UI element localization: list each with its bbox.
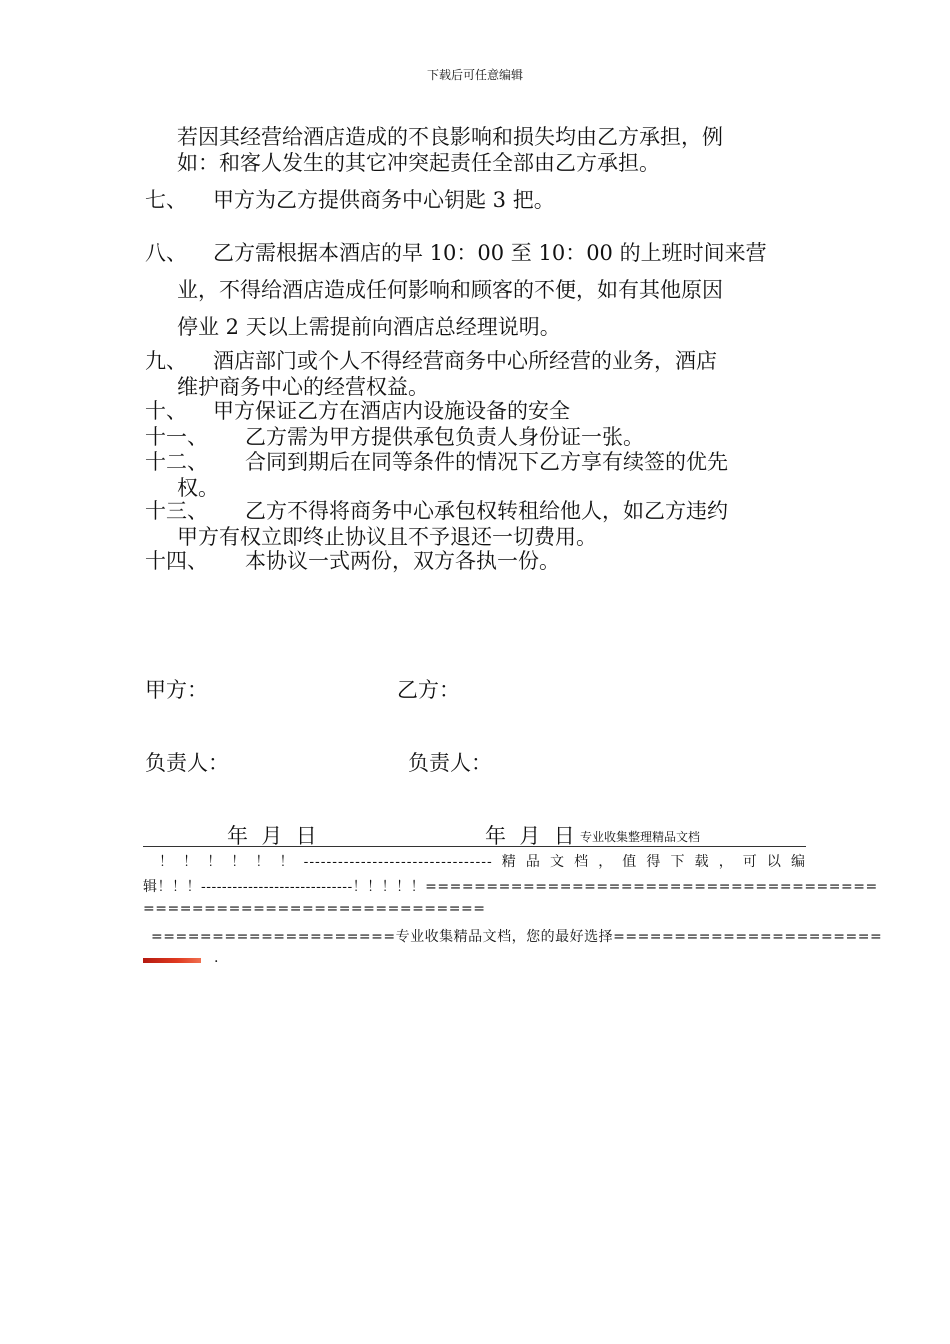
footer-line-4: ====================专业收集精品文档，您的最好选择======================	[151, 929, 883, 945]
clause-number: 十、	[145, 399, 187, 423]
clause-text: 甲方保证乙方在酒店内设施设备的安全	[213, 399, 570, 423]
clause-text: 甲方为乙方提供商务中心钥匙 3 把。	[213, 188, 555, 212]
clause-13: 十三、 乙方不得将商务中心承包权转租给他人，如乙方违约 甲方有权立即终止协议且不予退还一切费用。	[145, 499, 728, 549]
party-b-label: 乙方：	[397, 678, 460, 702]
clause-text: 合同到期后在同等条件的情况下乙方享有续签的优先	[245, 450, 728, 474]
clause-number: 十三、	[145, 499, 208, 523]
date-a: 年 月 日	[227, 824, 317, 848]
clause-number: 七、	[145, 188, 187, 212]
footer-line-2: 辑！！！-----------------------------！！！！！=====================================	[143, 879, 878, 895]
clause-text: 乙方需根据本酒店的早 10：00 至 10：00 的上班时间来营	[213, 241, 767, 265]
clause-text: 本协议一式两份，双方各执一份。	[245, 549, 560, 573]
clause-text: 乙方需为甲方提供承包负责人身份证一张。	[245, 425, 644, 449]
clause-text: 乙方不得将商务中心承包权转租给他人，如乙方违约	[245, 499, 728, 523]
party-a-label: 甲方：	[145, 678, 208, 702]
clause-11	[145, 424, 810, 450]
clause-number: 十一、	[145, 425, 208, 449]
clause-9: 九、 酒店部门或个人不得经营商务中心所经营的业务，酒店 维护商务中心的经营权益。	[145, 349, 717, 399]
clause-14	[145, 548, 810, 574]
clause-number: 十二、	[145, 450, 208, 474]
clause-text: 酒店部门或个人不得经营商务中心所经营的业务，酒店	[213, 349, 717, 373]
clause-number: 九、	[145, 349, 187, 373]
clause-12: 十二、 合同到期后在同等条件的情况下乙方享有续签的优先 权。	[145, 450, 728, 500]
person-b-label: 负责人：	[408, 751, 492, 775]
clause-10	[145, 398, 810, 424]
date-b: 年 月 日	[485, 824, 575, 848]
clause-8: 八、 乙方需根据本酒店的早 10：00 至 10：00 的上班时间来营 业，不得给酒店造成任何影响和顾客的不便，如有其他原因 停业 2 天以上需提前向酒店总经理说明。	[145, 235, 810, 346]
clause-7	[145, 187, 810, 213]
clause-number: 八、	[145, 241, 187, 265]
footer-dot: .	[214, 950, 219, 966]
red-decoration-bar	[143, 958, 201, 963]
date-note: 专业收集整理精品文档	[580, 830, 701, 844]
clause-continuation: 若因其经营给酒店造成的不良影响和损失均由乙方承担，例 如：和客人发生的其它冲突起责任全部由乙方承担。	[177, 125, 723, 175]
footer-line-3: ============================	[143, 901, 486, 917]
footer-line-1: ！！！！！！---------------------------------精品文档，值得下载，可以编	[159, 854, 806, 870]
date-line	[143, 820, 806, 847]
person-a-label: 负责人：	[145, 751, 229, 775]
clause-number: 十四、	[145, 549, 208, 573]
page-header: 下载后可任意编辑	[426, 68, 523, 82]
